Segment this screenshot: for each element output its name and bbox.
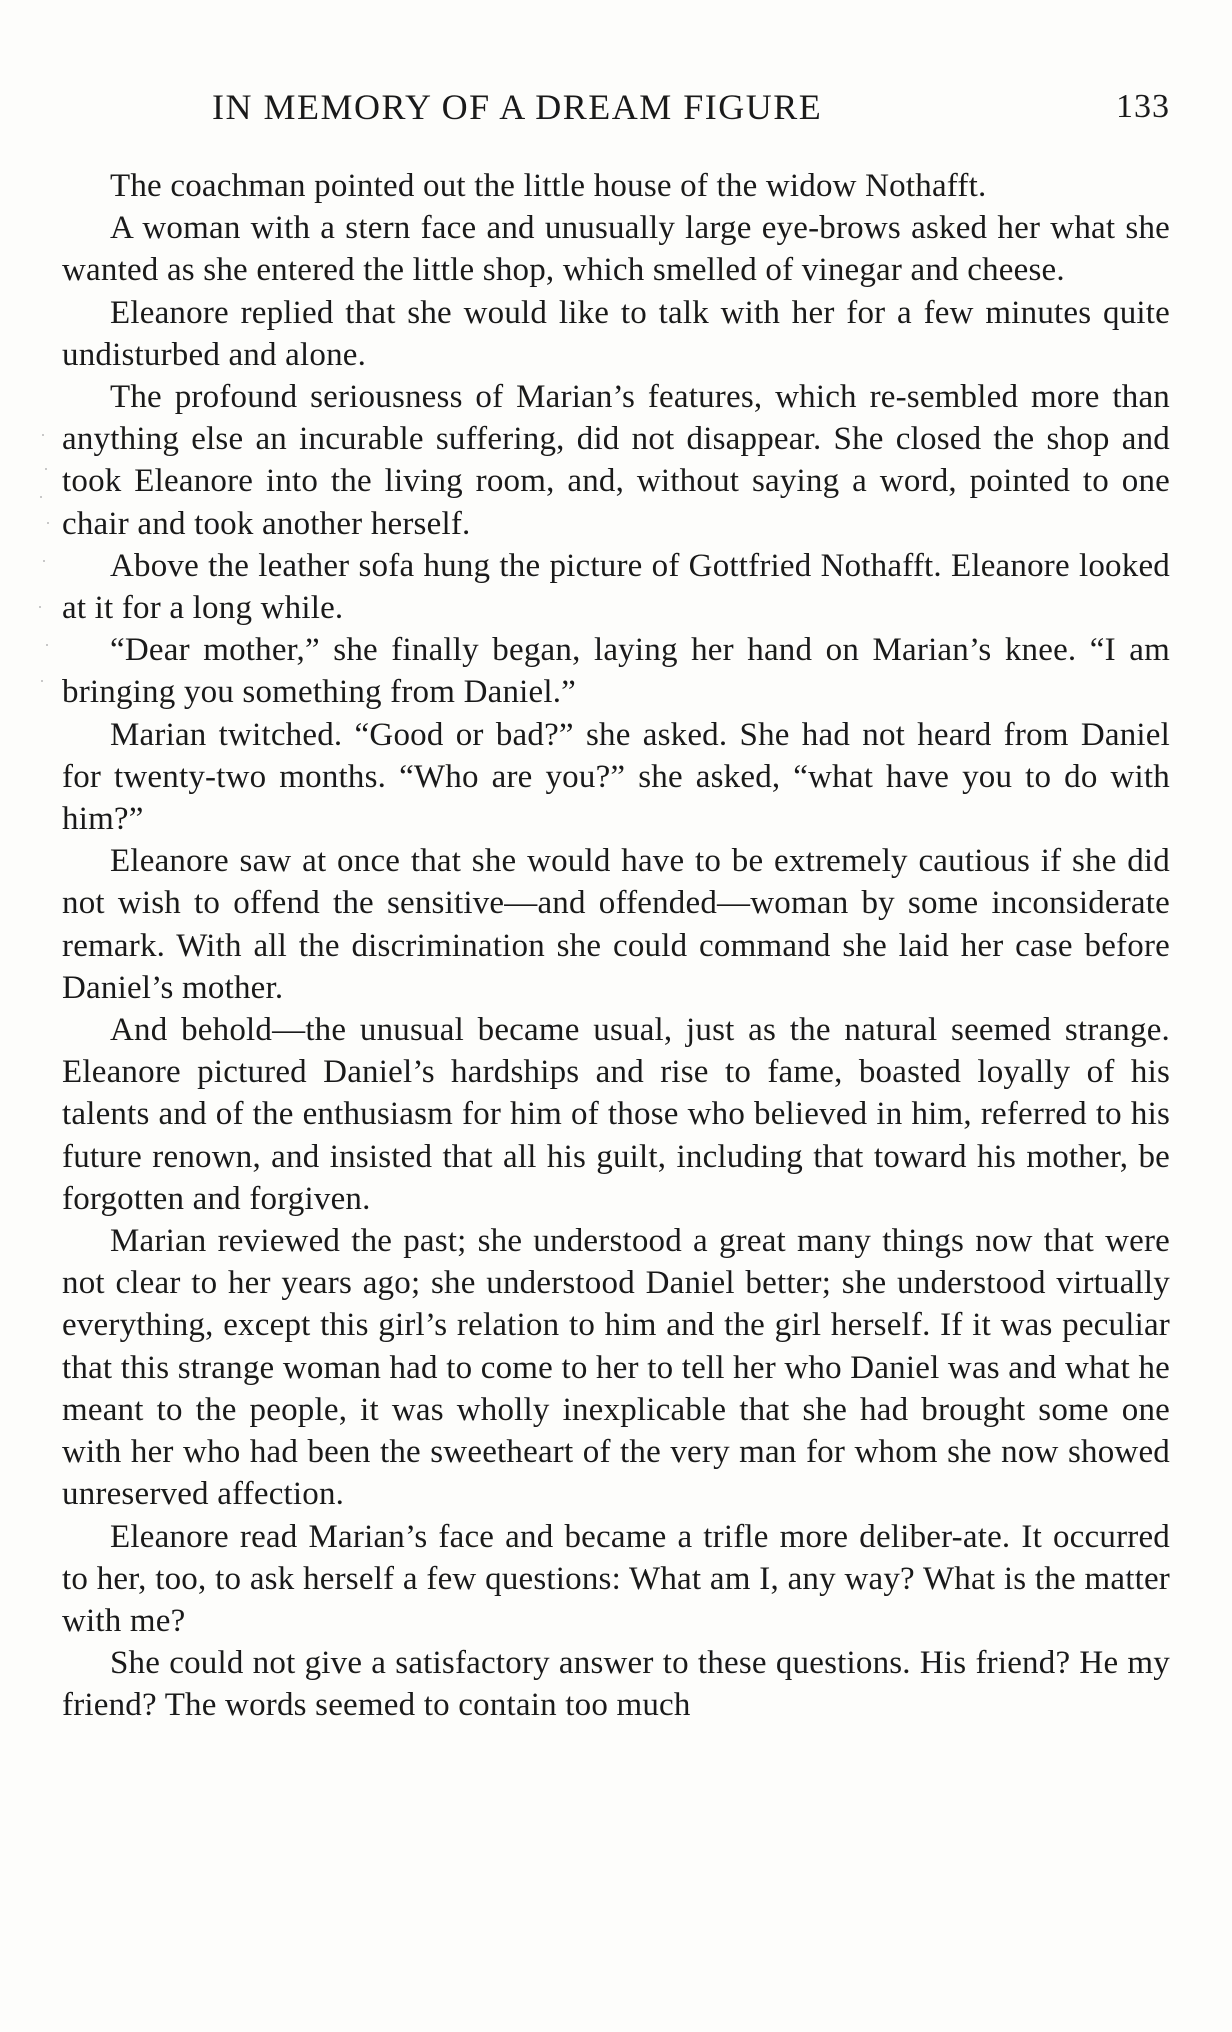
paragraph: She could not give a satisfactory answer to these questions. His friend? He my friend? The words seemed to contain too much <box>62 1645 1170 1724</box>
paragraph: “Dear mother,” she finally began, laying her hand on Marian’s knee. “I am bringing you something from Daniel.” <box>62 632 1170 711</box>
paragraph: Eleanore saw at once that she would have to be extremely cautious if she did not wish to offend the sensitive—and offended—woman by some inconsiderate remark. With all the discrimination she could command she laid her case before Daniel’s mother. <box>62 843 1170 1006</box>
body-text <box>62 165 1170 1727</box>
paragraph: A woman with a stern face and unusually large eye-brows asked her what she wanted as she entered the little shop, which smelled of vinegar and cheese. <box>62 210 1170 289</box>
chapter-title: IN MEMORY OF A DREAM FIGURE <box>212 87 823 127</box>
page-number: 133 <box>1116 88 1170 125</box>
paragraph: Eleanore read Marian’s face and became a trifle more deliber-ate. It occurred to her, too, to ask herself a few questions: What am I, any way? What is the matter with me? <box>62 1518 1170 1639</box>
running-head <box>212 82 1170 132</box>
paragraph: The coachman pointed out the little house of the widow Nothafft. <box>110 168 987 204</box>
paragraph: Marian twitched. “Good or bad?” she asked. She had not heard from Daniel for twenty-two months. “Who are you?” she asked, “what have you to do with him?” <box>62 716 1170 838</box>
paragraph: Eleanore replied that she would like to talk with her for a few minutes quite undisturbed and alone. <box>62 294 1170 373</box>
paragraph: The profound seriousness of Marian’s features, which re-sembled more than anything else an incurable suffering, did not disappear. She closed the shop and took Eleanore into the living room, and, without saying a word, pointed to one chair and took another herself. <box>62 379 1170 542</box>
paragraph: Above the leather sofa hung the picture of Gottfried Nothafft. Eleanore looked at it for a long while. <box>62 547 1170 627</box>
paragraph: Marian reviewed the past; she understood a great many things now that were not clear to her years ago; she understood Daniel better; she understood virtually everything, except this girl’s relation to him and the girl herself. If it was peculiar that this strange woman had to come to her to tell her who Daniel was and what he meant to the people, it was wholly inexplicable that she had brought some one with her who had been the sweetheart of the very man for whom she now showed unreserved affection. <box>62 1223 1170 1513</box>
paragraph: And behold—the unusual became usual, just as the natural seemed strange. Eleanore pictured Daniel’s hardships and rise to fame, boasted loyally of his talents and of the enthusiasm for him of those who believed in him, referred to his future renown, and insisted that all his guilt, including that toward his mother, be forgotten and forgiven. <box>62 1012 1170 1217</box>
margin-specks <box>36 430 54 690</box>
